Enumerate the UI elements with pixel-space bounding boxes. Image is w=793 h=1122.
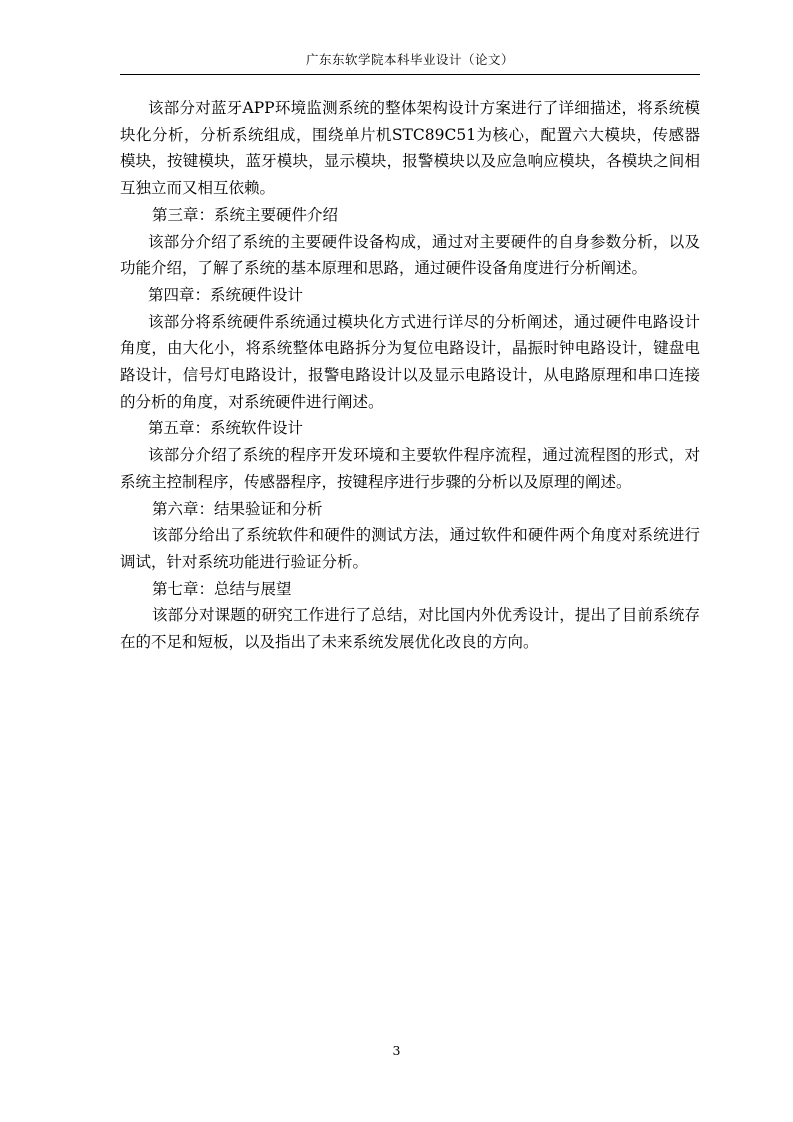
chapter-heading-3: 第三章：系统主要硬件介绍 (152, 205, 339, 224)
page-header (120, 50, 700, 75)
chapter-heading-4: 第四章：系统硬件设计 (148, 285, 304, 304)
header-title: 广东东软学院本科毕业设计（论文） (305, 52, 514, 67)
document-body (120, 95, 700, 656)
page-number: 3 (392, 1043, 401, 1058)
paragraph-chapter3-summary: 该部分介绍了系统的主要硬件设备构成，通过对主要硬件的自身参数分析，以及功能介绍，了解了系统的基本原理和思路，通过硬件设备角度进行分析阐述。 (120, 232, 700, 278)
paragraph-chapter4-summary: 该部分将系统硬件系统通过模块化方式进行详尽的分析阐述，通过硬件电路设计角度，由大化小，将系统整体电路拆分为复位电路设计，晶振时钟电路设计，键盘电路设计，信号灯电路设计，报警电路设计以及显示电路设计，从电路原理和串口连接的分析的角度，对系统硬件进行阐述。 (120, 312, 700, 411)
paragraph-chapter6-summary: 该部分给出了系统软件和硬件的测试方法，通过软件和硬件两个角度对系统进行调试，针对系统功能进行验证分析。 (120, 526, 700, 571)
paragraph-chapter2-summary: 该部分对蓝牙APP环境监测系统的整体架构设计方案进行了详细描述，将系统模块化分析，分析系统组成，围绕单片机STC89C51为核心，配置六大模块，传感器模块，按键模块，蓝牙模块，显示模块，报警模块以及应急响应模块，各模块之间相互独立而又相互依赖。 (120, 99, 700, 198)
paragraph-chapter5-summary: 该部分介绍了系统的程序开发环境和主要软件程序流程，通过流程图的形式，对系统主控制程序，传感器程序，按键程序进行步骤的分析以及原理的阐述。 (120, 446, 700, 491)
chapter-heading-5: 第五章：系统软件设计 (148, 419, 304, 438)
chapter-heading-7: 第七章：总结与展望 (152, 579, 292, 598)
paragraph-chapter7-summary: 该部分对课题的研究工作进行了总结，对比国内外优秀设计，提出了目前系统存在的不足和短板，以及指出了未来系统发展优化改良的方向。 (120, 606, 700, 652)
chapter-heading-6: 第六章：结果验证和分析 (152, 499, 323, 518)
